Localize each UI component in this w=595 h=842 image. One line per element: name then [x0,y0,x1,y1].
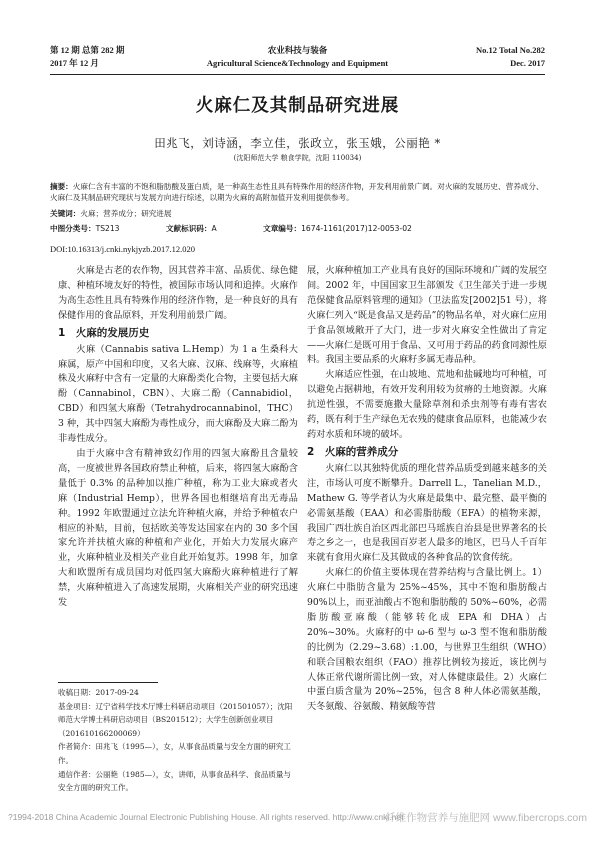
clc-number [50,224,142,233]
issue-date: 2017 年 12 月 [50,58,99,68]
section-1-heading: 1 火麻的发展历史 [58,326,150,339]
affiliation: (沈阳师范大学 粮食学院，沈阳 110034) [233,154,362,162]
section-2-paragraph-1: 火麻仁以其独特优质的理化营养品质受到越来越多的关注，市场认可度不断攀升。Darrell L.，Tanelian M.D.，Mathew G. 等学者认为火麻是最集中、最完整、最平衡的必需氨基酸（EAA）和必需脂肪酸（EFA）的植物来源，我国广西壮族自治区西北部巴马瑶族自治县是世界著名的长寿之乡之一，也是我国百岁老人最多的地区，巴马人千百年来就有食用火麻仁及其做成的各种食品的饮食传统。 [307,462,547,564]
issue-number: 第 12 期 总第 282 期 [50,45,125,55]
adaptability-paragraph: 火麻适应性强，在山坡地、荒地和盐碱地均可种植，可以避免占据耕地，有效开发利用较为贫瘠的土地资源。火麻抗逆性强，不需要施撒大量除草剂和杀虫剂等有毒有害农药，既有利于生产绿色无农残的健康食品原料，也能减少农药对水质和环境的破坏。 [307,369,547,440]
article-number [263,224,434,233]
article-label: 文章编号： [263,224,302,233]
doc-label: 文献标识码： [165,224,212,233]
abstract [50,181,545,203]
author-bio: 作者简介：田兆飞（1995—），女，从事食品质量与安全方面的研究工作。 [58,742,291,765]
document-code [166,224,239,233]
received-date: 收稿日期：2017-09-24 [58,688,139,697]
section-2-heading: 2 火麻的营养成分 [307,445,399,458]
fund-project: 基金项目：辽宁省科学技术厅博士科研启动项目（201501057）；沈阳师范大学博士科研启动项目（BS201512）；大学生创新创业项目（201610166200069） [58,701,293,738]
left-column [58,264,298,611]
corresponding-author: 通信作者：公丽艳（1985—），女，讲师，从事食品科学、食品质量与安全方面的研究工作。 [58,769,291,793]
journal-name-en: Agricultural Science&Technology and Equipment [206,58,389,68]
intro-paragraph: 火麻是古老的农作物，因其营养丰富、品质优、绿色健康、种植环境友好的特性，被国际市场认同和追捧。火麻作为高生态性且具有特殊作用的经济作物，是一种良好的具有保健作用的食品原料，开发利用前景广阔。 [58,265,298,321]
article-title: 火麻仁及其制品研究进展 [195,96,400,116]
clc-label: 中图分类号： [50,224,96,233]
keywords-text: 火麻；营养成分；研究进展 [80,209,172,218]
issue-date-en: Dec. 2017 [510,58,545,68]
section-1-paragraph-1: 火麻（Cannabis sativa L.Hemp）为 1 a 生桑科大麻属，原产中国和印度，又名大麻、汉麻、线麻等，火麻植株及火麻籽中含有一定量的大麻酚类化合物，主要包括大麻酚（Cannabinol，CBN）、大麻二酚（Cannabidiol，CBD）和四氢大麻酚（Tetrahydrocannabinol，THC）3 种，其中四氢大麻酚为毒性成分，而大麻酚及大麻二酚为非毒性成分。 [58,343,298,445]
journal-name [50,44,545,70]
section-2-paragraph-2: 火麻仁的价值主要体现在营养结构与含量比例上。1）火麻仁中脂肪含量为 25%~45%，其中不饱和脂肪酸占 90%以上，而亚油酸占不饱和脂肪酸的 50%~60%，必需脂肪酸亚麻酸（能够转化成 EPA 和 DHA）占 20%~30%。火麻籽的中 ω-6 型与 ω-3 型不饱和脂肪酸的比例为（2.29~3.68）:1.00，与世界卫生组织（WHO）和联合国粮农组织（FAO）推荐比例较为接近，该比例与人体正常代谢所需比例一致，对人体健康最佳。2）火麻仁中蛋白质含量为 20%~25%，包含 8 种人体必需氨基酸，天冬氨酸、谷氨酸、精氨酸等营 [307,567,547,713]
issue-info-en [476,44,545,70]
issue-number-en: No.12 Total No.282 [476,45,545,55]
copyright-notice: ?1994-2018 China Academic Journal Electronic Publishing House. All rights reserved. http://www.cnki.net [8,812,404,822]
clc-value: TS213 [95,224,120,233]
abstract-text: 火麻仁含有丰富的不饱和脂肪酸及蛋白质，是一种高生态性且具有特殊作用的经济作物，开发利用前景广阔。对火麻的发展历史、营养成分、火麻仁及其制品研究现状与发展方向进行综述，以期为火麻的高附加值开发利用提供参考。 [50,182,544,202]
doc-value: A [211,224,217,233]
section-1-paragraph-2: 由于火麻中含有精神致幻作用的四氢大麻酚且含量较高，一度被世界各国政府禁止种植，后来，将四氢大麻酚含量低于 0.3% 的品种加以推广种植，称为工业大麻或者火麻（Industrial Hemp），世界各国也相继培育出无毒品种。1992 年欧盟通过立法允许种植火麻，并给予种植农户相应的补贴，目前，包括欧美等发达国家在内的 30 多个国家允许并扶植火麻的种植和产业化，开始大力发展火麻产业，火麻种植业及相关产业自此开始复苏。1998 年，加拿大和欧盟所有成员国均对低四氢大麻酚火麻种植进行了解禁，火麻种植进入了高速发展期，火麻相关产业的研究迅速发 [58,447,298,609]
keywords-label: 关键词： [50,209,81,218]
right-column [307,264,547,715]
running-header [50,44,545,72]
keywords [50,208,545,219]
continued-paragraph: 展，火麻种植加工产业具有良好的国际环境和广阔的发展空间。2002 年，中国国家卫生部颁发《卫生部关于进一步规范保健食品原料管理的通知》（卫法监发[2002]51 号），将火麻仁列入“既是食品又是药品”的物品名单，对火麻仁应用于食品领域敞开了大门，进一步对火麻安全性做出了肯定——火麻仁是既可用于食品、又可用于药品的药食同源性原料。我国主要品系的火麻籽多属无毒品种。 [307,265,547,366]
doi: DOI:10.16313/j.cnki.nykjyzb.2017.12.020 [50,244,195,254]
footnotes [58,686,298,795]
watermark: 纤维作物营养与施肥网 www.fibercrops.com [385,812,587,822]
journal-name-cn: 农业科技与装备 [267,45,328,55]
abstract-label: 摘要： [50,182,73,191]
header-rule [50,74,545,75]
article-value: 1674-1161(2017)12-0053-02 [301,224,412,233]
footnote-rule [58,682,158,683]
classification-line [50,223,545,234]
author-list: 田兆飞，刘诗涵，李立佳，张政立，张玉娥，公丽艳 * [154,136,441,150]
page-footer [8,812,587,822]
